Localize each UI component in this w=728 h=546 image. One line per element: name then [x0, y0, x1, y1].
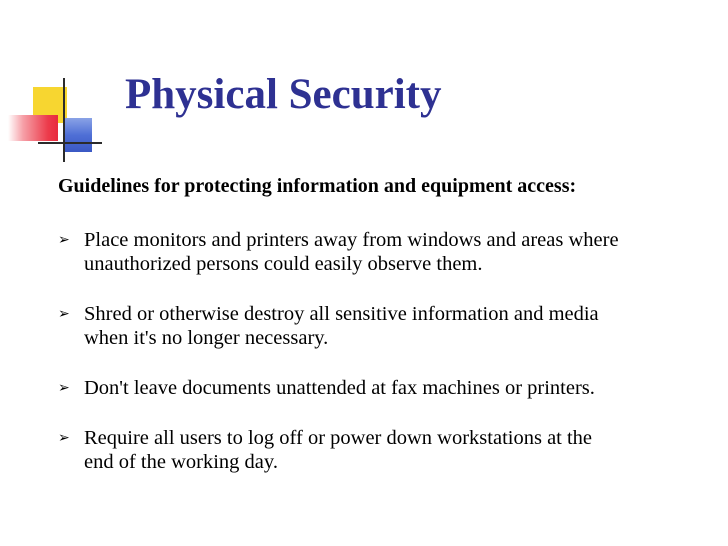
bullet-text-line: Place monitors and printers away from windows and areas where [84, 229, 619, 251]
slide-title: Physical Security [125, 71, 442, 118]
arrow-bullet-icon: ➢ [58, 430, 70, 446]
bullet-text-line: Shred or otherwise destroy all sensitive information and media [84, 303, 599, 325]
bullet-text-line: Don't leave documents unattended at fax machines or printers. [84, 377, 595, 399]
bullet-item [58, 228, 723, 276]
bullet-text-line: when it's no longer necessary. [84, 327, 329, 349]
arrow-bullet-icon: ➢ [58, 232, 70, 248]
bullet-item [58, 302, 723, 350]
bullet-text-line: Require all users to log off or power down workstations at the [84, 427, 593, 449]
decorative-logo [0, 0, 110, 170]
bullet-item [58, 426, 723, 474]
bullet-text-line: end of the working day. [84, 451, 278, 473]
bullet-list [58, 228, 723, 500]
bullet-item [58, 376, 723, 400]
bullet-text-line: unauthorized persons could easily observe them. [84, 253, 483, 275]
logo-horizontal-line [38, 142, 102, 144]
arrow-bullet-icon: ➢ [58, 306, 70, 322]
logo-red-bar [8, 115, 58, 141]
arrow-bullet-icon: ➢ [58, 380, 70, 396]
slide-subtitle: Guidelines for protecting information and equipment access: [58, 175, 577, 197]
logo-blue-square [65, 118, 92, 152]
logo-vertical-line [63, 78, 65, 162]
